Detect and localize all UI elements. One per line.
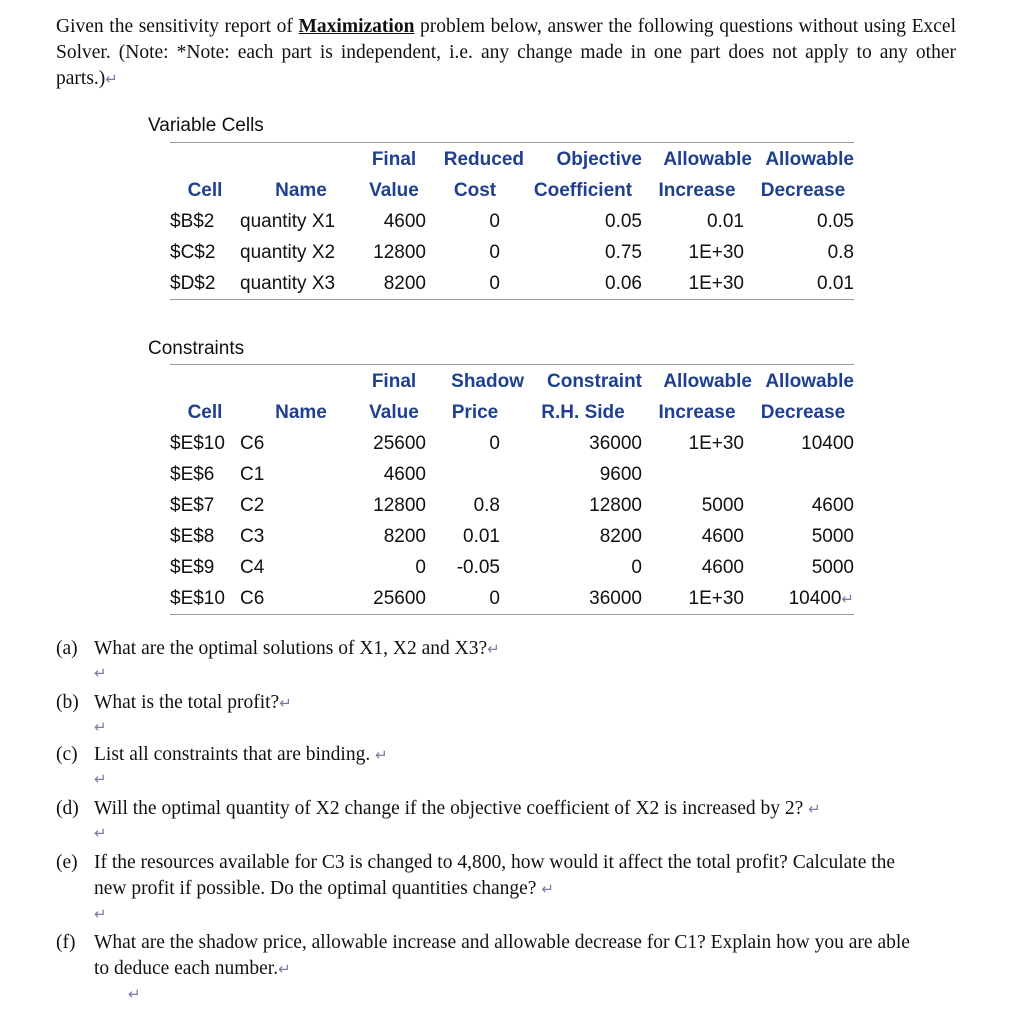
return-mark-icon: ↵ — [94, 718, 107, 736]
table-row — [170, 552, 854, 583]
return-mark-icon: ↵ — [278, 960, 291, 978]
question-text: Will the optimal quantity of X2 change if the objective coefficient of X2 is increased by 2? — [94, 798, 809, 819]
con-h-bottom: Value — [369, 401, 419, 423]
table-row — [170, 521, 854, 552]
con-final-value: 25600 — [362, 583, 426, 615]
con-allowable-increase: 1E+30 — [642, 583, 752, 615]
question-text: List all constraints that are binding. — [94, 744, 376, 765]
con-name: C4 — [240, 556, 265, 578]
blank-line — [94, 768, 107, 790]
blank-line — [94, 903, 107, 925]
con-allowable-decrease: 4600 — [811, 494, 854, 516]
vc-name: quantity X2 — [240, 241, 336, 263]
con-name: C6 — [240, 583, 362, 615]
constraints-top-rule — [170, 364, 854, 365]
con-shadow-price: 0 — [426, 583, 524, 615]
variable-cells-top-rule — [170, 142, 854, 143]
vc-h-bottom: Cell — [187, 179, 223, 201]
return-mark-icon: ↵ — [541, 880, 554, 898]
con-rhs: 0 — [631, 556, 642, 578]
variable-cells-table — [170, 144, 854, 300]
return-mark-icon: ↵ — [128, 985, 141, 1003]
vc-final-value: 4600 — [383, 210, 426, 232]
vc-h-top: Final — [371, 148, 417, 170]
return-mark-icon: ↵ — [375, 746, 388, 764]
vc-name: quantity X1 — [240, 210, 336, 232]
con-final-value: 25600 — [373, 432, 426, 454]
con-allowable-decrease-value: 10400 — [788, 587, 842, 609]
question-label: (b) — [56, 692, 79, 713]
con-h-top — [240, 366, 362, 397]
con-allowable-increase: 4600 — [701, 556, 744, 578]
question-d — [56, 796, 821, 822]
constraints-header-top — [170, 366, 854, 397]
question-label: (f) — [56, 932, 76, 953]
question-a — [56, 636, 500, 662]
question-b — [56, 690, 292, 716]
table-row — [170, 206, 854, 237]
vc-cell: $B$2 — [170, 210, 215, 232]
question-text: If the resources available for C3 is changed to 4,800, how would it affect the total profit? Calculate the new profit if possible. Do the optimal quantities change? — [94, 852, 896, 899]
variable-cells-title: Variable Cells — [148, 115, 264, 136]
vc-objective-coefficient: 0.05 — [605, 210, 642, 232]
con-h-bottom: Increase — [658, 401, 736, 423]
intro-text-after: problem below, answer the following questions without using Excel Solver. (Note: *Note: each part is independent, i.e. any change made in one part does not apply to any other parts.) — [56, 16, 956, 89]
con-final-value: 0 — [415, 556, 426, 578]
return-mark-icon: ↵ — [279, 694, 292, 712]
vc-h-bottom: Cost — [453, 179, 497, 201]
con-shadow-price: -0.05 — [456, 556, 500, 578]
con-final-value: 8200 — [383, 525, 426, 547]
return-mark-icon: ↵ — [841, 589, 854, 608]
con-final-value: 4600 — [383, 463, 426, 485]
con-h-top: Allowable — [765, 370, 854, 392]
con-allowable-decrease — [752, 583, 854, 615]
con-shadow-price: 0.8 — [473, 494, 500, 516]
con-name: C3 — [240, 525, 265, 547]
con-cell: $E$10 — [170, 432, 225, 454]
con-h-top: Constraint — [547, 370, 642, 392]
return-mark-icon: ↵ — [94, 824, 107, 842]
question-label: (c) — [56, 744, 78, 765]
vc-objective-coefficient: 0.06 — [524, 268, 642, 300]
constraints-title: Constraints — [148, 338, 245, 359]
con-name: C6 — [240, 432, 265, 454]
con-allowable-increase: 5000 — [701, 494, 744, 516]
con-final-value: 12800 — [373, 494, 426, 516]
vc-allowable-increase: 0.01 — [707, 210, 744, 232]
con-allowable-decrease: 5000 — [811, 556, 854, 578]
con-rhs: 36000 — [524, 583, 642, 615]
vc-allowable-decrease: 0.01 — [752, 268, 854, 300]
vc-h-top: Reduced — [443, 148, 524, 170]
con-rhs: 12800 — [589, 494, 642, 516]
vc-h-bottom: Value — [369, 179, 419, 201]
question-text: What are the optimal solutions of X1, X2 and X3? — [94, 638, 488, 659]
con-shadow-price — [426, 459, 524, 490]
con-h-bottom: Name — [275, 401, 327, 423]
constraints-header-bottom — [170, 397, 854, 428]
con-h-top: Shadow — [451, 370, 524, 392]
question-label: (d) — [56, 798, 79, 819]
question-text: What is the total profit? — [94, 692, 280, 713]
intro-bold-word: Maximization — [298, 16, 415, 37]
con-allowable-increase: 1E+30 — [688, 432, 744, 454]
vc-h-top — [170, 144, 240, 175]
return-mark-icon: ↵ — [105, 70, 118, 88]
con-h-bottom: R.H. Side — [541, 401, 625, 423]
blank-line — [94, 662, 107, 684]
con-allowable-decrease — [752, 459, 854, 490]
question-label: (a) — [56, 638, 78, 659]
vc-allowable-decrease: 0.8 — [827, 241, 854, 263]
table-row — [170, 237, 854, 268]
con-cell: $E$7 — [170, 494, 215, 516]
con-name: C2 — [240, 494, 265, 516]
con-cell: $E$9 — [170, 556, 215, 578]
vc-final-value: 8200 — [362, 268, 426, 300]
question-e — [56, 850, 924, 902]
question-text: What are the shadow price, allowable increase and allowable decrease for C1? Explain how you are able to deduce each number. — [94, 932, 910, 979]
con-h-bottom: Decrease — [760, 401, 846, 423]
vc-reduced-cost: 0 — [489, 241, 500, 263]
con-h-bottom: Price — [451, 401, 499, 423]
vc-allowable-increase: 1E+30 — [688, 241, 744, 263]
vc-h-top — [240, 144, 362, 175]
vc-h-top: Allowable — [765, 148, 854, 170]
con-h-top — [170, 366, 240, 397]
vc-objective-coefficient: 0.75 — [605, 241, 642, 263]
vc-reduced-cost: 0 — [426, 268, 524, 300]
con-allowable-increase — [642, 459, 752, 490]
return-mark-icon: ↵ — [94, 664, 107, 682]
constraints-table — [170, 366, 854, 615]
intro-paragraph — [56, 14, 956, 92]
intro-text-before: Given the sensitivity report of — [56, 16, 299, 37]
table-row — [170, 268, 854, 300]
con-shadow-price: 0 — [489, 432, 500, 454]
con-rhs: 8200 — [599, 525, 642, 547]
con-shadow-price: 0.01 — [463, 525, 500, 547]
table-row — [170, 428, 854, 459]
blank-line — [94, 822, 107, 844]
vc-h-bottom: Decrease — [760, 179, 846, 201]
con-allowable-increase: 4600 — [701, 525, 744, 547]
table-row — [170, 490, 854, 521]
vc-h-bottom: Coefficient — [533, 179, 633, 201]
con-cell: $E$10 — [170, 583, 240, 615]
con-name: C1 — [240, 463, 265, 485]
return-mark-icon: ↵ — [94, 905, 107, 923]
vc-final-value: 12800 — [373, 241, 426, 263]
return-mark-icon: ↵ — [808, 800, 821, 818]
con-rhs: 36000 — [589, 432, 642, 454]
variable-cells-header-bottom — [170, 175, 854, 206]
vc-h-bottom: Name — [275, 179, 327, 201]
con-h-top: Allowable — [663, 370, 752, 392]
vc-h-bottom: Increase — [658, 179, 736, 201]
blank-line — [94, 716, 107, 738]
vc-name: quantity X3 — [240, 268, 362, 300]
con-allowable-decrease: 5000 — [811, 525, 854, 547]
con-h-bottom: Cell — [187, 401, 223, 423]
con-h-top: Final — [371, 370, 417, 392]
blank-line — [128, 983, 141, 1005]
question-f — [56, 930, 924, 982]
table-row — [170, 459, 854, 490]
con-rhs: 9600 — [599, 463, 642, 485]
return-mark-icon: ↵ — [487, 640, 500, 658]
vc-cell: $D$2 — [170, 268, 240, 300]
variable-cells-header-top — [170, 144, 854, 175]
vc-cell: $C$2 — [170, 241, 216, 263]
question-label: (e) — [56, 852, 78, 873]
con-cell: $E$6 — [170, 463, 215, 485]
con-cell: $E$8 — [170, 525, 215, 547]
con-allowable-decrease: 10400 — [801, 432, 854, 454]
vc-allowable-increase: 1E+30 — [642, 268, 752, 300]
vc-h-top: Allowable — [663, 148, 752, 170]
return-mark-icon: ↵ — [94, 770, 107, 788]
question-c — [56, 742, 388, 768]
table-row — [170, 583, 854, 615]
vc-allowable-decrease: 0.05 — [817, 210, 854, 232]
vc-reduced-cost: 0 — [489, 210, 500, 232]
vc-h-top: Objective — [556, 148, 642, 170]
